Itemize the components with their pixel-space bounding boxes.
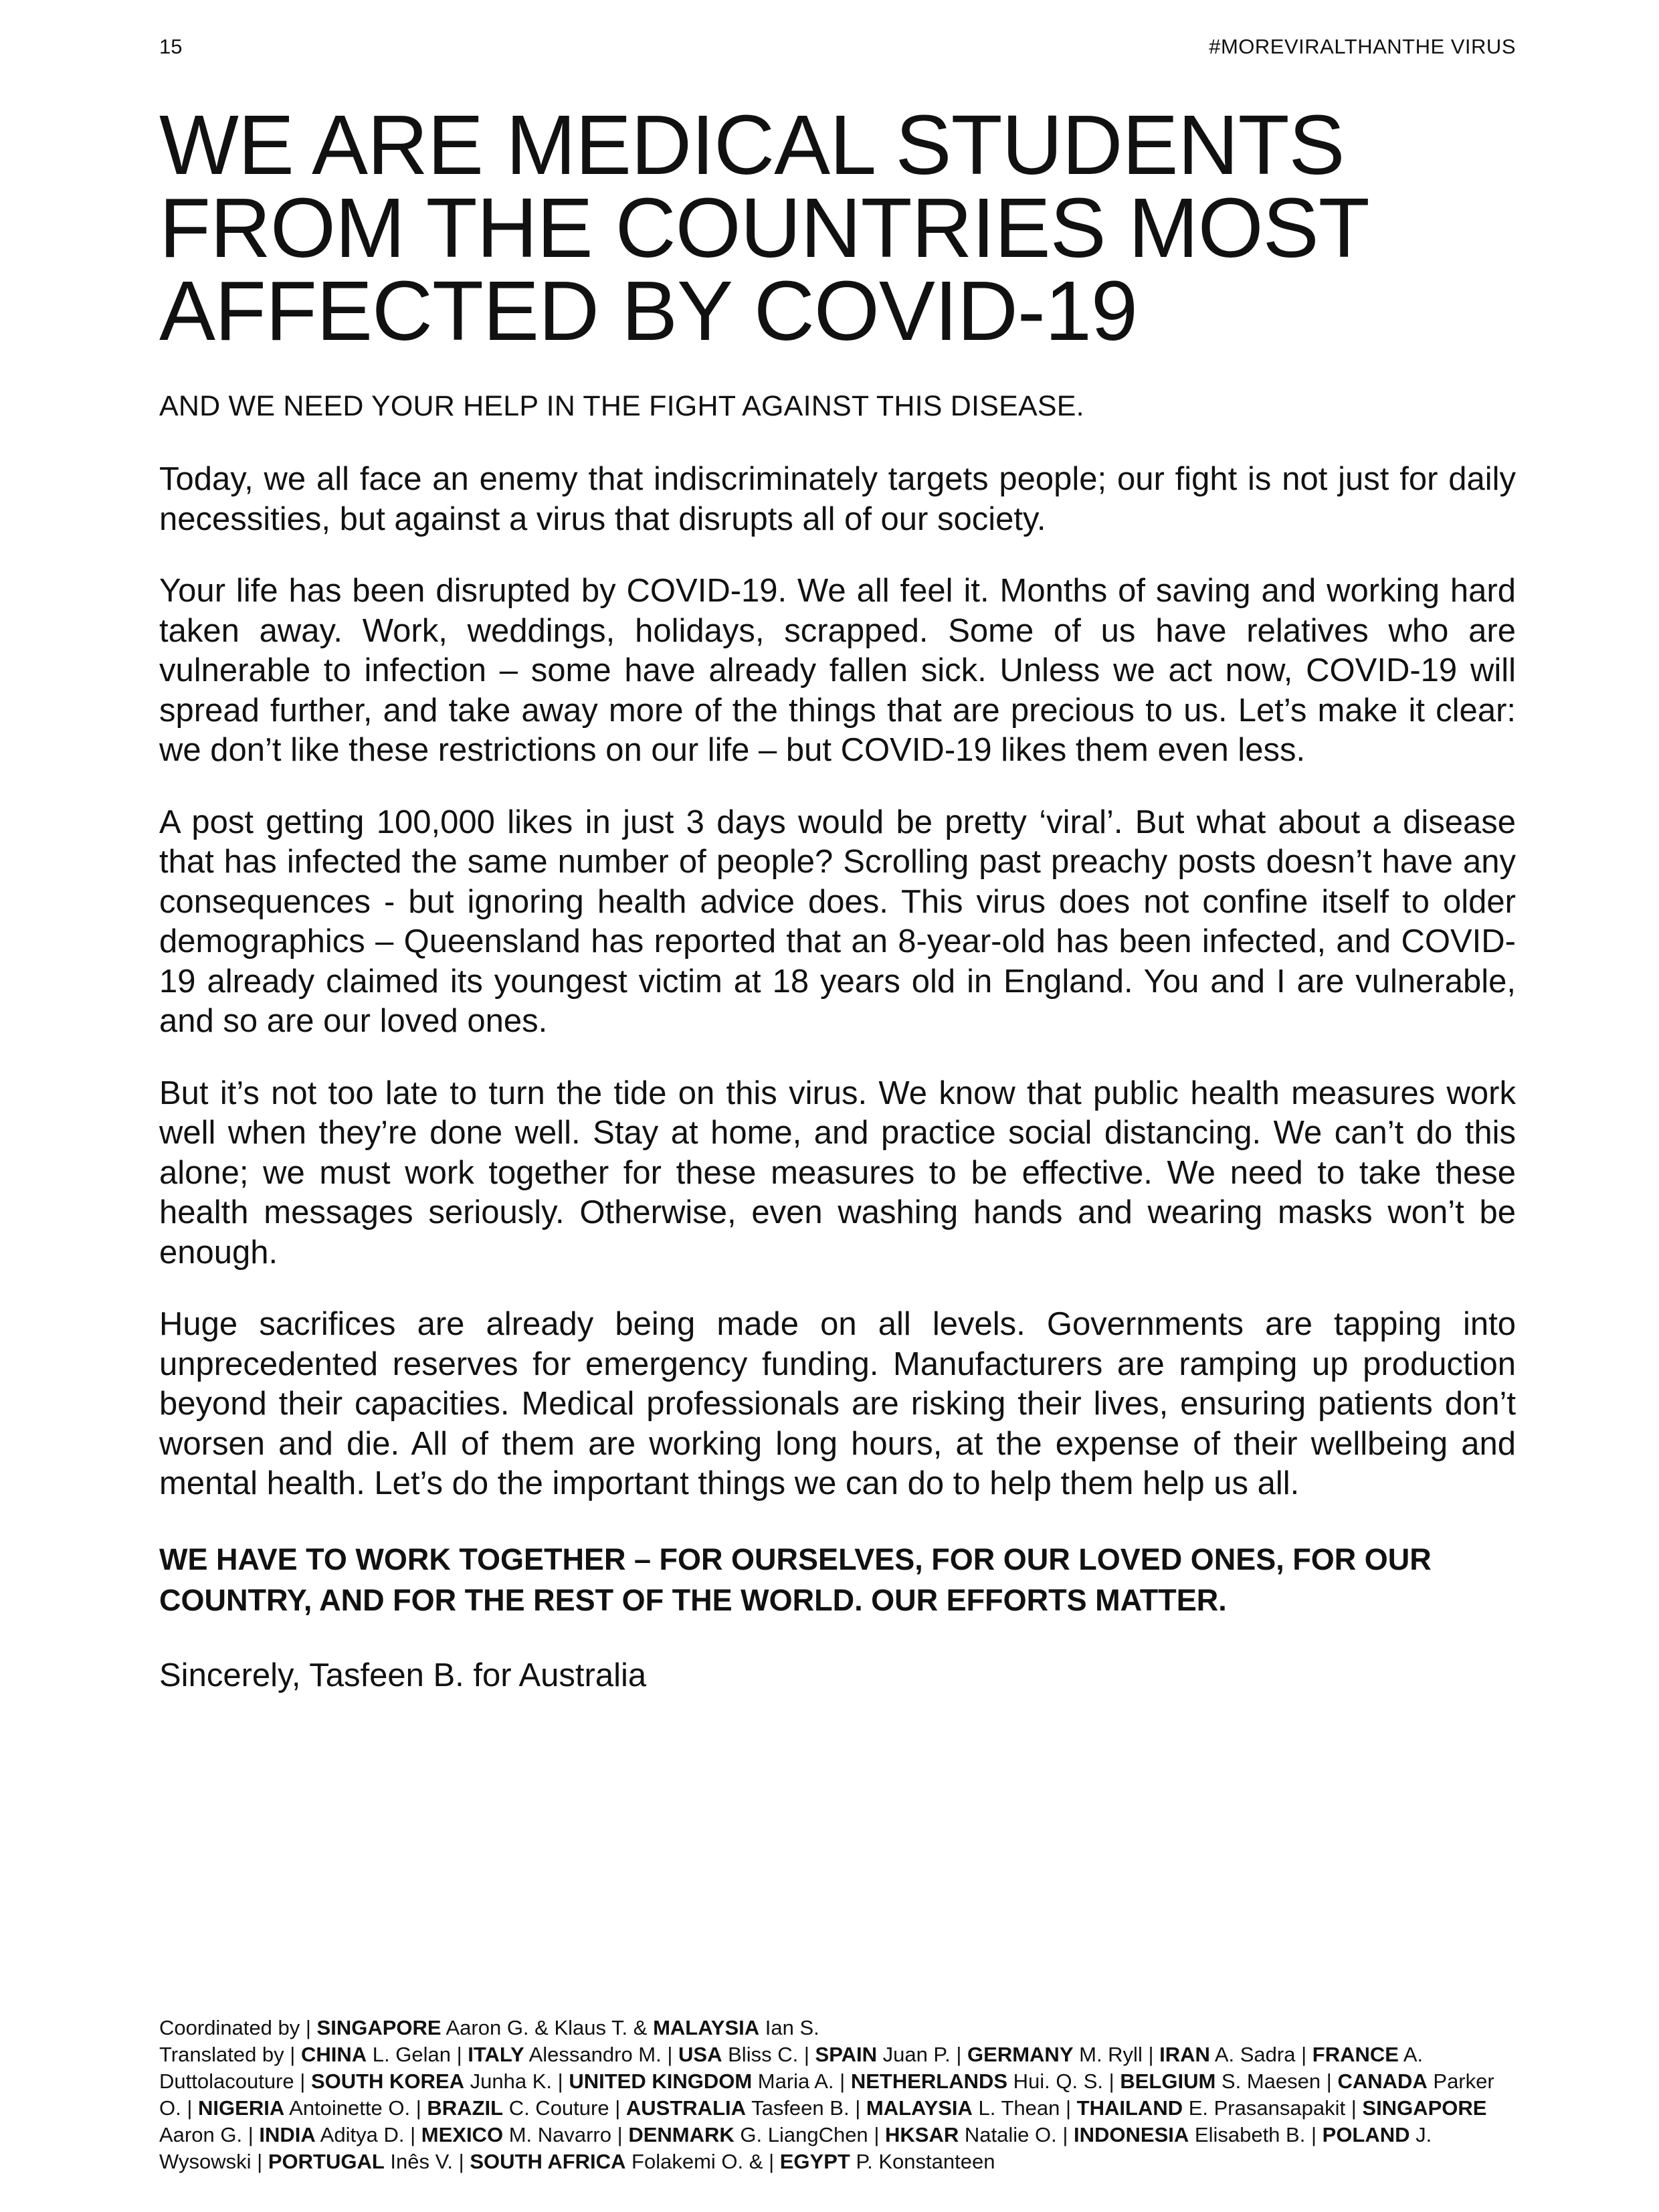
credit-country: FRANCE — [1312, 2043, 1399, 2066]
credit-names: S. Maesen — [1221, 2069, 1321, 2093]
credit-country: BRAZIL — [427, 2096, 504, 2120]
signoff: Sincerely, Tasfeen B. for Australia — [159, 1657, 647, 1693]
credit-country: DENMARK — [628, 2123, 735, 2146]
credit-separator: | — [187, 2096, 193, 2120]
campaign-hashtag: #MOREVIRALTHANTHE VIRUS — [1209, 35, 1516, 58]
credit-names: E. Prasansapakit — [1188, 2096, 1346, 2120]
credit-country: THAILAND — [1076, 2096, 1183, 2120]
credit-separator: | — [456, 2043, 462, 2066]
title-line: AFFECTED BY COVID-19 — [159, 264, 1137, 358]
credit-separator: | — [415, 2096, 421, 2120]
credit-country: GERMANY — [967, 2043, 1074, 2066]
page-title — [159, 98, 1516, 358]
credit-names: Aaron G. & Klaus T. & — [446, 2016, 648, 2039]
translator-entry — [1159, 2043, 1295, 2066]
coordinated-by-label: Coordinated by | — [159, 2016, 311, 2039]
credits — [159, 2015, 1516, 2175]
call-to-action: WE HAVE TO WORK TOGETHER – FOR OURSELVES, FOR OUR LOVED ONES, FOR OUR COUNTRY, AND FOR THE REST OF THE WORLD. OUR EFFORTS MATTER. — [159, 1542, 1432, 1617]
translator-entry — [1074, 2123, 1305, 2146]
credit-names: Natalie O. — [964, 2123, 1057, 2146]
translator-entry — [569, 2069, 834, 2093]
credit-country: POLAND — [1322, 2123, 1410, 2146]
credit-separator: | — [667, 2043, 673, 2066]
credit-country: INDIA — [259, 2123, 316, 2146]
credit-names: Bliss C. — [728, 2043, 799, 2066]
credit-country: BELGIUM — [1120, 2069, 1216, 2093]
title-line: FROM THE COUNTRIES MOST — [159, 181, 1369, 275]
credit-separator: | — [615, 2096, 621, 2120]
credit-names: Folakemi O. & — [631, 2150, 763, 2173]
credit-country: SOUTH KOREA — [310, 2069, 465, 2093]
credit-separator: | — [855, 2096, 861, 2120]
credit-country: SINGAPORE — [1362, 2096, 1487, 2120]
page-number: 15 — [159, 35, 183, 58]
credit-separator: | — [1310, 2123, 1317, 2146]
translator-entry — [628, 2123, 868, 2146]
credit-separator: | — [257, 2150, 263, 2173]
credit-country: SOUTH AFRICA — [470, 2150, 626, 2173]
credit-country: MEXICO — [421, 2123, 504, 2146]
page-header — [159, 33, 1516, 60]
credit-country: MALAYSIA — [653, 2016, 760, 2039]
credit-names: Parker O. — [159, 2069, 1494, 2120]
credit-country: NIGERIA — [198, 2096, 285, 2120]
article-body — [159, 98, 1516, 1695]
translator-entry — [198, 2096, 410, 2120]
credit-country: SINGAPORE — [316, 2016, 442, 2039]
credit-names: A. Sadra — [1214, 2043, 1296, 2066]
credit-names: C. Couture — [508, 2096, 609, 2120]
credit-separator: | — [557, 2069, 563, 2093]
translator-entry — [866, 2096, 1060, 2120]
credit-country: CANADA — [1337, 2069, 1428, 2093]
translator-entry — [301, 2043, 451, 2066]
translator-entry — [851, 2069, 1103, 2093]
paragraph: A post getting 100,000 likes in just 3 days would be pretty ‘viral’. But what about a disease that has infected the same number of people? Scrolling past preachy posts doesn’t have any consequences - but ignoring health advice does. This virus does not confine itself to older demographics – Queensland has reported that an 8-year-old has been infected, and COVID-19 already claimed its youngest victim at 18 years old in England. You and I are vulnerable, and so are our loved ones. — [159, 804, 1516, 1039]
translator-entry — [421, 2123, 611, 2146]
translator-entry — [780, 2150, 995, 2173]
paragraph: Huge sacrifices are already being made on all levels. Governments are tapping into unprecedented reserves for emergency funding. Manufacturers are ramping up production beyond their capacities. Medical professionals are risking their lives, ensuring patients don’t worsen and die. All of them are working long hours, at the expense of their wellbeing and mental health. Let’s do the important things we can do to help them help us all. — [159, 1306, 1516, 1501]
translator-entry — [468, 2043, 661, 2066]
credit-names: A. Duttolacouture — [159, 2043, 1424, 2093]
credit-country: NETHERLANDS — [850, 2069, 1008, 2093]
credit-names: J. Wysowski — [159, 2123, 1432, 2173]
credit-separator: | — [840, 2069, 846, 2093]
credit-names: P. Konstanteen — [856, 2150, 995, 2173]
credit-separator: | — [1065, 2096, 1072, 2120]
credit-names: Junha K. — [470, 2069, 553, 2093]
credit-names: Juan P. — [882, 2043, 951, 2066]
credit-country: SPAIN — [815, 2043, 877, 2066]
credit-separator: | — [1108, 2069, 1114, 2093]
credit-names: Antoinette O. — [289, 2096, 411, 2120]
credit-country: EGYPT — [779, 2150, 850, 2173]
translated-by-list — [159, 2041, 1516, 2175]
translator-entry — [427, 2096, 609, 2120]
credit-names: M. Navarro — [508, 2123, 611, 2146]
credit-separator: | — [1326, 2069, 1332, 2093]
credit-names: M. Ryll — [1079, 2043, 1143, 2066]
translator-entries — [159, 2043, 1494, 2173]
credit-country: CHINA — [300, 2043, 367, 2066]
subtitle: AND WE NEED YOUR HELP IN THE FIGHT AGAINST THIS DISEASE. — [159, 390, 1084, 422]
paragraph: But it’s not too late to turn the tide on this virus. We know that public health measures work well when they’re done well. Stay at home, and practice social distancing. We can’t do this alone; we must work together for these measures to be effective. We need to take these health messages seriously. Otherwise, even washing hands and wearing masks won’t be enough. — [159, 1075, 1516, 1271]
translator-entry — [1077, 2096, 1345, 2120]
title-line: WE ARE MEDICAL STUDENTS — [159, 98, 1345, 192]
credit-separator: | — [410, 2123, 416, 2146]
translator-entry — [967, 2043, 1143, 2066]
paragraph: Today, we all face an enemy that indiscriminately targets people; our fight is not just for daily necessities, but against a virus that disrupts all of our society. — [159, 461, 1516, 537]
credit-separator: | — [1301, 2043, 1307, 2066]
credit-names: Maria A. — [757, 2069, 834, 2093]
credit-separator: | — [769, 2150, 775, 2173]
translator-entry — [678, 2043, 798, 2066]
translator-entry — [311, 2069, 552, 2093]
credit-separator: | — [803, 2043, 809, 2066]
translator-entry — [268, 2150, 453, 2173]
credit-country: HKSAR — [885, 2123, 959, 2146]
credit-names: G. LiangChen — [740, 2123, 868, 2146]
credit-separator: | — [617, 2123, 623, 2146]
credit-country: AUSTRALIA — [625, 2096, 747, 2120]
paragraph: Your life has been disrupted by COVID-19. We all feel it. Months of saving and working hard taken away. Work, weddings, holidays, scrapped. Some of us have relatives who are vulnerable to infection – some have already fallen sick. Unless we act now, COVID-19 will spread further, and take away more of the things that are precious to us. Let’s make it clear: we don’t like these restrictions on our life – but COVID-19 likes them even less. — [159, 573, 1516, 768]
credit-separator: | — [1351, 2096, 1357, 2120]
credit-separator: | — [458, 2150, 464, 2173]
credit-names: L. Gelan — [372, 2043, 451, 2066]
credit-names: Ian S. — [765, 2016, 819, 2039]
translator-entry — [470, 2150, 763, 2173]
translator-entry — [815, 2043, 951, 2066]
translator-entry — [1120, 2069, 1321, 2093]
credit-country: INDONESIA — [1074, 2123, 1189, 2146]
credit-names: Aaron G. — [159, 2123, 243, 2146]
credit-separator: | — [300, 2069, 306, 2093]
credit-separator: | — [1062, 2123, 1068, 2146]
credit-country: ITALY — [468, 2043, 524, 2066]
credit-names: Aditya D. — [320, 2123, 405, 2146]
credit-separator: | — [1148, 2043, 1154, 2066]
translator-entry — [885, 2123, 1057, 2146]
credit-names: Alessandro M. — [528, 2043, 662, 2066]
credit-country: IRAN — [1159, 2043, 1210, 2066]
credit-names: L. Thean — [978, 2096, 1060, 2120]
credit-names: Hui. Q. S. — [1013, 2069, 1104, 2093]
coordinated-by-line — [159, 2015, 1516, 2041]
credit-separator: | — [874, 2123, 880, 2146]
credit-names: Inês V. — [390, 2150, 454, 2173]
credit-country: MALAYSIA — [866, 2096, 973, 2120]
credit-country: PORTUGAL — [268, 2150, 385, 2173]
credit-country: USA — [678, 2043, 722, 2066]
translated-by-label: Translated by | — [159, 2043, 296, 2066]
credit-separator: | — [956, 2043, 962, 2066]
translator-entry — [626, 2096, 850, 2120]
credit-names: Elisabeth B. — [1194, 2123, 1306, 2146]
translator-entry — [259, 2123, 404, 2146]
credit-names: Tasfeen B. — [751, 2096, 850, 2120]
credit-country: UNITED KINGDOM — [569, 2069, 753, 2093]
credit-separator: | — [248, 2123, 254, 2146]
